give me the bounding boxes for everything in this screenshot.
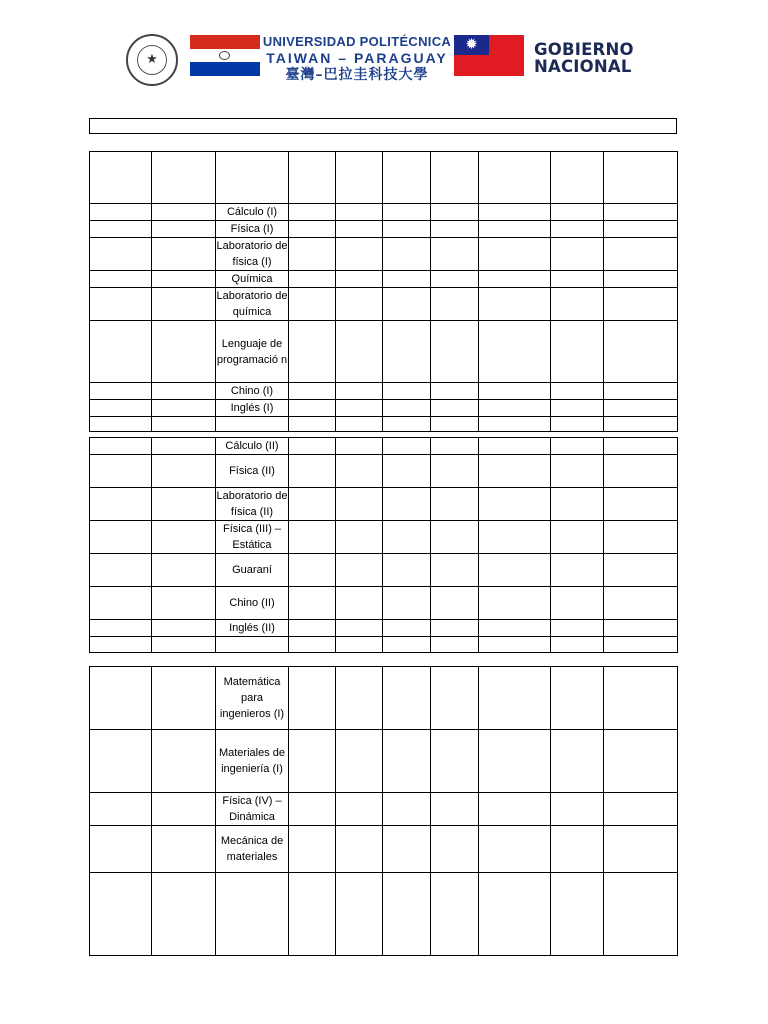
table-row [90,637,678,653]
table-cell [383,321,431,383]
table-cell [431,438,479,455]
table-cell [289,730,336,793]
table-cell [604,637,678,653]
subject-cell [216,417,289,432]
table-row [90,321,678,383]
taiwan-flag-icon: ✹ [454,35,524,76]
government-logo-text [534,41,634,75]
table-cell [90,521,152,554]
table-cell [604,488,678,521]
table-cell [551,730,604,793]
government-line2: NACIONAL [534,57,632,76]
table-cell [383,288,431,321]
table-cell [152,488,216,521]
table-cell [604,152,678,204]
subject-cell [216,873,289,956]
subject-cell: Inglés (II) [216,620,289,637]
table-cell [479,238,551,271]
table-cell [90,152,152,204]
table-cell [479,554,551,587]
subject-cell: Física (IV) – Dinámica [216,793,289,826]
table-cell [152,383,216,400]
table-cell [383,488,431,521]
table-cell [604,873,678,956]
table-cell [336,288,383,321]
table-cell [336,321,383,383]
table-cell [479,873,551,956]
table-cell [551,620,604,637]
table-cell [383,587,431,620]
table-cell [551,438,604,455]
table-cell [289,488,336,521]
table-cell [289,321,336,383]
table-cell [431,400,479,417]
table-cell [479,587,551,620]
table-cell [479,620,551,637]
table-cell [289,793,336,826]
table-cell [289,383,336,400]
table-cell [479,455,551,488]
subject-cell: Guaraní [216,554,289,587]
table-cell [431,587,479,620]
table-cell [383,637,431,653]
title-box [89,118,677,134]
subject-cell: Mecánica de materiales [216,826,289,873]
paraguay-seal-logo: ★ [126,34,178,86]
table-cell [551,455,604,488]
table-cell [90,873,152,956]
table-cell [604,587,678,620]
subject-cell: Chino (II) [216,587,289,620]
table-cell [90,221,152,238]
table-cell [336,438,383,455]
table-cell [152,455,216,488]
table-cell [152,730,216,793]
table-row [90,521,678,554]
table-cell [289,417,336,432]
table-cell [604,620,678,637]
table-cell [604,288,678,321]
university-name-line2: TAIWAN – PARAGUAY [266,50,448,66]
table-cell [336,793,383,826]
table-cell [551,417,604,432]
table-cell [336,873,383,956]
table-cell [90,288,152,321]
table-cell [431,321,479,383]
table-cell [431,521,479,554]
table-cell [604,438,678,455]
table-cell [604,238,678,271]
table-cell [383,793,431,826]
subject-cell: Laboratorio de química [216,288,289,321]
table-cell [152,271,216,288]
table-cell [152,417,216,432]
table-row [90,400,678,417]
table-cell [152,400,216,417]
table-cell [289,620,336,637]
table-cell [90,793,152,826]
table-cell [383,417,431,432]
table-cell [604,383,678,400]
table-cell [479,417,551,432]
table-row [90,873,678,956]
table-row [90,383,678,400]
table-cell [551,383,604,400]
table-cell [551,271,604,288]
table-row [90,152,678,204]
table-row [90,488,678,521]
table-cell [431,238,479,271]
table-cell [431,554,479,587]
table-cell [604,221,678,238]
table-cell [479,730,551,793]
table-row [90,587,678,620]
table-cell [152,667,216,730]
table-row [90,288,678,321]
table-cell [289,238,336,271]
table-cell [289,455,336,488]
table-cell [479,488,551,521]
table-row [90,455,678,488]
table-cell [431,271,479,288]
table-cell [551,488,604,521]
paraguay-flag-icon [190,35,260,76]
subject-cell: Matemática para ingenieros (I) [216,667,289,730]
subject-cell: Laboratorio de física (I) [216,238,289,271]
university-name-chinese: 臺灣–巴拉圭科技大學 [285,67,429,83]
table-cell [90,271,152,288]
table-cell [383,873,431,956]
table-row [90,271,678,288]
table-cell [479,204,551,221]
table-cell [90,383,152,400]
table-cell [551,587,604,620]
table-cell [479,438,551,455]
table-cell [90,637,152,653]
table-cell [289,271,336,288]
table-row [90,204,678,221]
table-cell [604,826,678,873]
table-cell [289,587,336,620]
table-cell [479,288,551,321]
table-cell [289,152,336,204]
table-cell [152,321,216,383]
table-cell [336,826,383,873]
table-cell [383,455,431,488]
table-cell [152,221,216,238]
table-cell [336,271,383,288]
table-cell [152,826,216,873]
table-cell [289,400,336,417]
table-row [90,793,678,826]
table-cell [479,521,551,554]
table-cell [383,204,431,221]
table-cell [551,400,604,417]
table-row [90,730,678,793]
table-cell [90,455,152,488]
table-cell [336,238,383,271]
table-cell [383,521,431,554]
table-cell [431,488,479,521]
table-cell [289,826,336,873]
table-cell [90,554,152,587]
table-cell [289,221,336,238]
table-cell [90,667,152,730]
university-name-line1: UNIVERSIDAD POLITÉCNICA [262,34,452,49]
table-cell [431,288,479,321]
table-cell [604,321,678,383]
table-cell [604,417,678,432]
table-cell [152,620,216,637]
table-row [90,238,678,271]
table-cell [336,383,383,400]
table-cell [479,667,551,730]
table-cell [289,554,336,587]
table-cell [90,417,152,432]
table-cell [479,637,551,653]
table-cell [383,271,431,288]
table-cell [479,826,551,873]
subject-cell: Cálculo (II) [216,438,289,455]
table-cell [152,637,216,653]
table-cell [431,637,479,653]
table-cell [289,288,336,321]
table-cell [289,204,336,221]
table-cell [383,826,431,873]
subject-cell: Química [216,271,289,288]
table-cell [152,438,216,455]
table-cell [551,793,604,826]
subject-cell: Chino (I) [216,383,289,400]
table-row [90,221,678,238]
table-cell [551,152,604,204]
table-cell [551,826,604,873]
table-cell [90,620,152,637]
table-cell [551,521,604,554]
table-cell [336,521,383,554]
subject-cell: Lenguaje de programació n [216,321,289,383]
table-cell [431,221,479,238]
table-cell [431,826,479,873]
table-cell [604,204,678,221]
table-cell [152,873,216,956]
table-cell [383,238,431,271]
table-cell [431,667,479,730]
table-cell [604,554,678,587]
subject-cell: Materiales de ingeniería (I) [216,730,289,793]
table-cell [336,620,383,637]
table-cell [431,873,479,956]
table-cell [604,730,678,793]
table-cell [90,204,152,221]
table-cell [431,152,479,204]
table-cell [604,667,678,730]
table-row [90,667,678,730]
table-cell [289,637,336,653]
table-cell [479,383,551,400]
table-cell [551,554,604,587]
curriculum-table-1 [89,151,678,432]
table-cell [604,271,678,288]
table-cell [383,383,431,400]
table-cell [383,152,431,204]
table-cell [152,288,216,321]
table-cell [336,637,383,653]
table-cell [383,554,431,587]
table-cell [152,793,216,826]
table-cell [551,238,604,271]
table-cell [479,321,551,383]
table-cell [551,873,604,956]
subject-cell: Cálculo (I) [216,204,289,221]
table-cell [551,204,604,221]
table-cell [383,730,431,793]
table-row [90,554,678,587]
table-row [90,417,678,432]
government-line1: GOBIERNO [534,40,634,59]
table-cell [336,730,383,793]
table-cell [336,488,383,521]
table-cell [383,221,431,238]
table-cell [152,238,216,271]
table-cell [604,455,678,488]
table-cell [383,620,431,637]
table-cell [90,587,152,620]
table-cell [604,521,678,554]
table-cell [336,554,383,587]
table-cell [431,730,479,793]
table-cell [90,730,152,793]
table-cell [152,521,216,554]
table-cell [152,587,216,620]
table-cell [551,221,604,238]
subject-cell: Física (III) – Estática [216,521,289,554]
subject-cell: Laboratorio de física (II) [216,488,289,521]
table-cell [431,417,479,432]
table-cell [289,438,336,455]
table-cell [90,488,152,521]
table-cell [479,152,551,204]
table-cell [90,238,152,271]
subject-cell: Física (II) [216,455,289,488]
table-cell [336,667,383,730]
table-cell [431,383,479,400]
table-cell [289,873,336,956]
table-row [90,620,678,637]
table-row [90,826,678,873]
table-cell [90,321,152,383]
table-cell [479,271,551,288]
table-cell [336,587,383,620]
table-cell [90,400,152,417]
table-cell [152,204,216,221]
table-cell [336,400,383,417]
table-cell [336,221,383,238]
table-row [90,438,678,455]
table-cell [336,455,383,488]
table-cell [289,521,336,554]
table-cell [431,793,479,826]
table-cell [479,400,551,417]
table-cell [383,438,431,455]
subject-cell: Física (I) [216,221,289,238]
table-cell [383,400,431,417]
table-cell [551,667,604,730]
table-cell [90,826,152,873]
table-cell [90,438,152,455]
table-cell [336,152,383,204]
subject-cell [216,637,289,653]
table-cell [336,204,383,221]
table-cell [479,793,551,826]
table-cell [431,204,479,221]
curriculum-table-3 [89,666,678,956]
table-cell [152,152,216,204]
table-cell [551,288,604,321]
university-logo-text [262,34,452,84]
table-cell [336,417,383,432]
table-cell [551,321,604,383]
table-cell [604,793,678,826]
table-cell [479,221,551,238]
curriculum-table-2 [89,437,678,653]
subject-cell [216,152,289,204]
table-cell [383,667,431,730]
table-cell [289,667,336,730]
table-cell [551,637,604,653]
table-cell [604,400,678,417]
subject-cell: Inglés (I) [216,400,289,417]
table-cell [431,455,479,488]
table-cell [152,554,216,587]
table-cell [431,620,479,637]
